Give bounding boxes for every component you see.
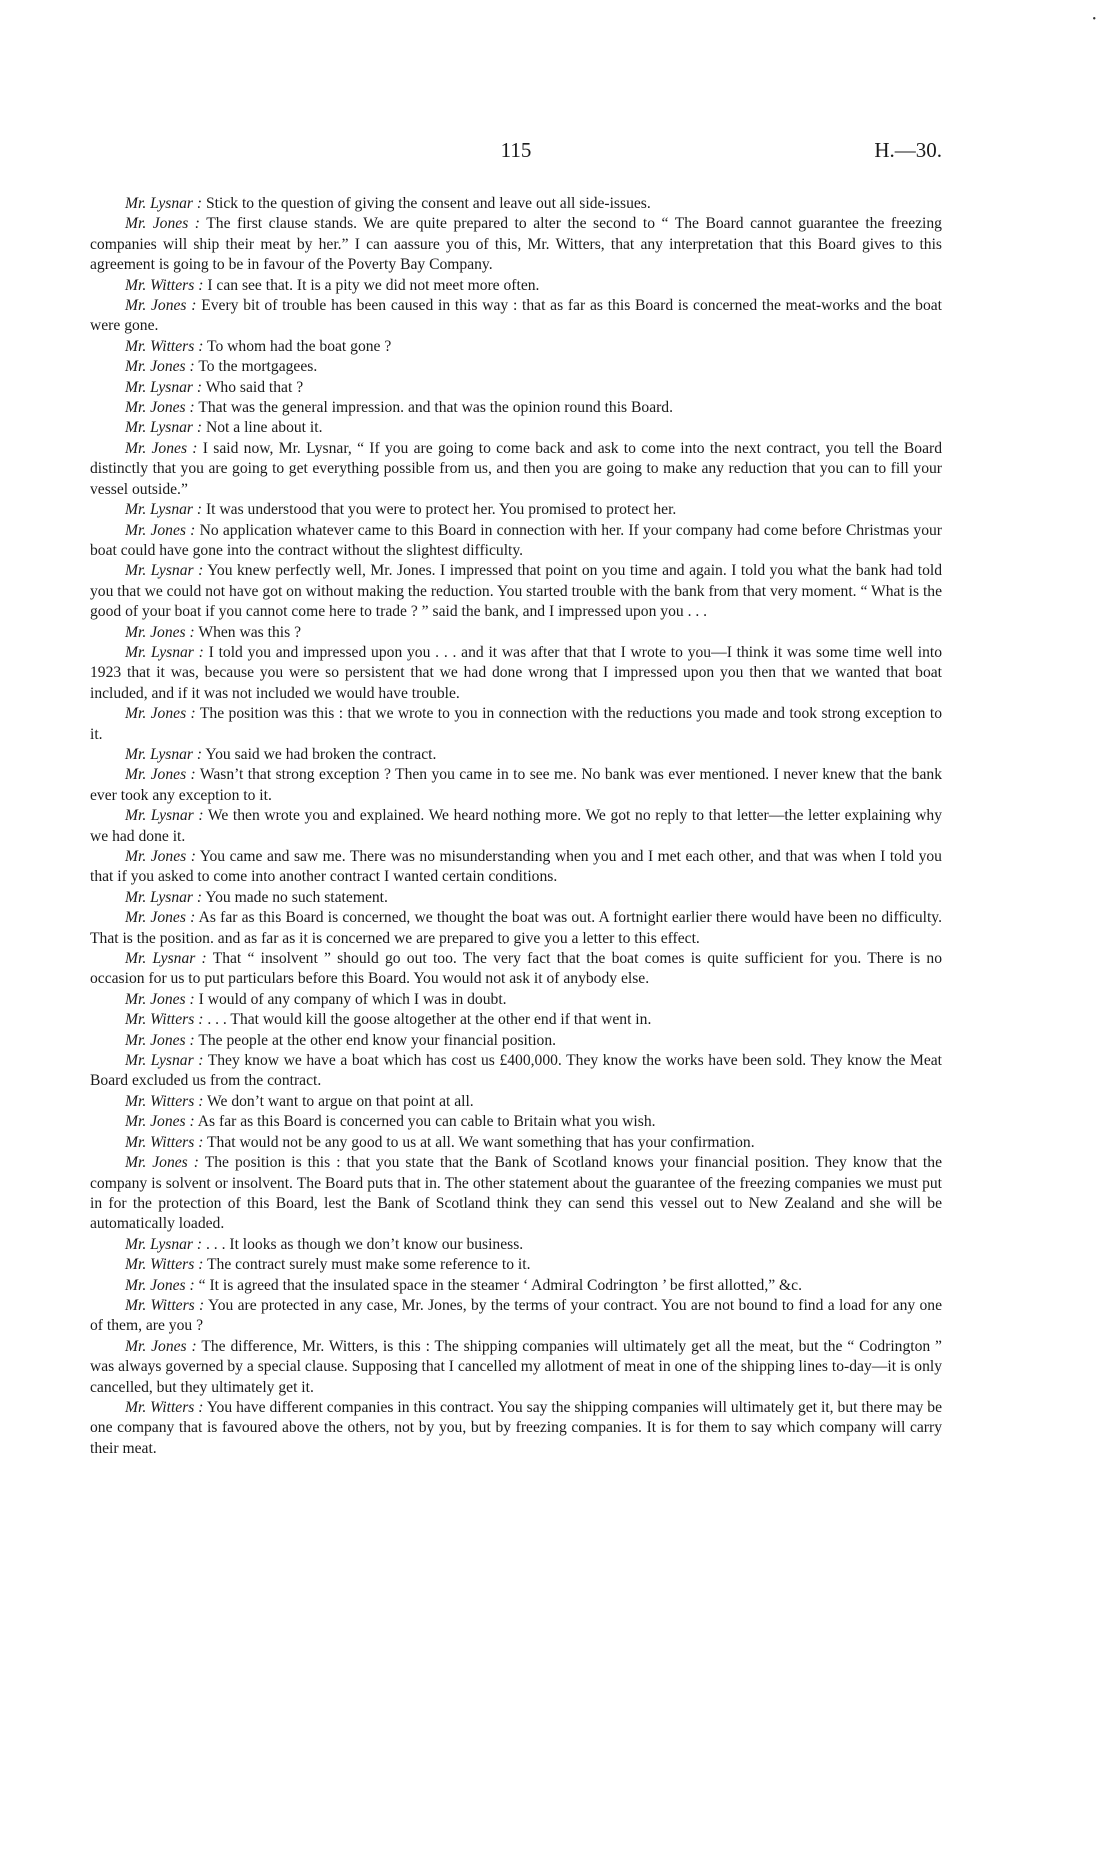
transcript-paragraph <box>90 704 942 745</box>
transcript-paragraph <box>90 214 942 275</box>
speech-text: The people at the other end know your financial position. <box>198 1031 557 1049</box>
document-reference: H.—30. <box>874 138 942 162</box>
speech-text: That was the general impression. and that was the opinion round this Board. <box>198 399 674 417</box>
transcript-paragraph <box>90 806 942 847</box>
speaker-name: Mr. Lysnar : <box>125 1052 204 1070</box>
speaker-name: Mr. Witters : <box>125 1256 204 1274</box>
speech-text: The position was this : that we wrote to you in connection with the reductions you made and took strong exception to it. <box>90 705 942 743</box>
speaker-name: Mr. Lysnar : <box>125 643 204 661</box>
transcript-paragraph <box>90 521 942 562</box>
transcript-paragraph <box>90 398 942 418</box>
speaker-name: Mr. Jones : <box>125 623 195 641</box>
speech-text: They know we have a boat which has cost us £400,000. They know the works have been sold. They know the Meat Board excluded us from the contract. <box>90 1052 942 1090</box>
speech-text: Who said that ? <box>205 378 304 396</box>
transcript-paragraph <box>90 276 942 296</box>
transcript-paragraph <box>90 1092 942 1112</box>
speech-text: . . . That would kill the goose altogether at the other end if that went in. <box>207 1011 652 1029</box>
transcript-paragraph <box>90 949 942 990</box>
speech-text: The contract surely must make some reference to it. <box>207 1256 531 1274</box>
speaker-name: Mr. Lysnar : <box>125 501 203 519</box>
speech-text: No application whatever came to this Board in connection with her. If your company had come before Christmas your boat could have gone into the contract without the slightest difficulty. <box>90 521 942 559</box>
speaker-name: Mr. Lysnar : <box>125 745 203 763</box>
transcript-paragraph <box>90 1337 942 1398</box>
transcript-paragraph <box>90 1051 942 1092</box>
speech-text: I told you and impressed upon you . . . and it was after that that I wrote to you—I think it was some time well into 1923 that it was, because you were so persistent that we had done wrong that I impressed upon you then that we wanted that boat included, and if it was not included we would have trouble. <box>90 643 942 702</box>
speaker-name: Mr. Witters : <box>125 276 204 294</box>
speaker-name: Mr. Witters : <box>125 1398 204 1416</box>
speaker-name: Mr. Jones : <box>125 1276 195 1294</box>
speaker-name: Mr. Jones : <box>125 1113 195 1131</box>
speaker-name: Mr. Witters : <box>125 1296 205 1314</box>
speech-text: When was this ? <box>198 623 301 641</box>
speech-text: As far as this Board is concerned you can cable to Britain what you wish. <box>197 1113 656 1131</box>
speech-text: Stick to the question of giving the consent and leave out all side-issues. <box>205 195 651 212</box>
speaker-name: Mr. Lysnar : <box>125 562 204 580</box>
transcript-paragraph <box>90 1235 942 1255</box>
transcript-paragraph <box>90 990 942 1010</box>
speech-text: You made no such statement. <box>205 888 388 906</box>
speech-text: As far as this Board is concerned, we thought the boat was out. A fortnight earlier there would have been no difficulty. That is the position. and as far as it is concerned we are prepared to give you a letter to this effect. <box>90 909 942 947</box>
transcript-paragraph <box>90 765 942 806</box>
speaker-name: Mr. Jones : <box>125 848 196 865</box>
transcript-paragraph <box>90 357 942 377</box>
transcript-paragraph <box>90 418 942 438</box>
speech-text: To whom had the boat gone ? <box>207 337 392 355</box>
speech-text: I said now, Mr. Lysnar, “ If you are going to come back and ask to come into the next contract, you tell the Board distinctly that you are going to get everything possible from us, and then you are going to make any reduction that you can to fill your vessel outside.” <box>90 439 942 498</box>
speaker-name: Mr. Jones : <box>125 297 197 315</box>
speaker-name: Mr. Lysnar : <box>125 807 204 825</box>
transcript-paragraph <box>90 908 942 949</box>
document-page <box>90 0 942 1459</box>
speech-text: We don’t want to argue on that point at all. <box>207 1092 474 1110</box>
transcript-paragraph <box>90 1010 942 1030</box>
speech-text: The difference, Mr. Witters, is this : The shipping companies will ultimately get all the meat, but the “ Codrington ” was always governed by a special clause. Supposing that I cancelled my allotment of meat in one of the shipping lines to-day—it is only cancelled, but they ultimately get it. <box>90 1337 942 1396</box>
speaker-name: Mr. Lysnar : <box>125 419 203 437</box>
speech-text: To the mortgagees. <box>198 358 318 376</box>
page-header <box>90 138 942 198</box>
speaker-name: Mr. Jones : <box>125 215 200 233</box>
speaker-name: Mr. Jones : <box>125 1337 197 1355</box>
speaker-name: Mr. Jones : <box>125 1154 199 1172</box>
speaker-name: Mr. Jones : <box>125 990 195 1008</box>
transcript-paragraph <box>90 378 942 398</box>
speech-text: You came and saw me. There was no misunderstanding when you and I met each other, and that was when I told you that if you asked to come into another contract I wanted certain conditions. <box>90 848 942 886</box>
page-number: 115 <box>500 138 532 162</box>
speech-text: We then wrote you and explained. We heard nothing more. We got no reply to that letter—the letter explaining why we had done it. <box>90 807 942 845</box>
transcript-paragraph <box>90 1276 942 1296</box>
transcript-paragraph <box>90 439 942 500</box>
speaker-name: Mr. Witters : <box>125 1133 204 1151</box>
speaker-name: Mr. Jones : <box>125 766 196 784</box>
speech-text: I can see that. It is a pity we did not meet more often. <box>207 276 540 294</box>
transcript-paragraph <box>90 1398 942 1459</box>
speech-text: It was understood that you were to protect her. You promised to protect her. <box>205 501 677 519</box>
transcript-paragraph <box>90 1133 942 1153</box>
speech-text: “ It is agreed that the insulated space in the steamer ‘ Admiral Codrington ’ be first allotted,” &c. <box>198 1276 802 1294</box>
transcript-paragraph <box>90 643 942 704</box>
speech-text: The first clause stands. We are quite prepared to alter the second to “ The Board cannot guarantee the freezing companies will ship their meat by her.” I can aassure you of this, Mr. Witters, that any interpretation that this Board gives to this agreement is going to be in favour of the Poverty Bay Company. <box>90 215 942 274</box>
speech-text: Every bit of trouble has been caused in this way : that as far as this Board is concerned the meat-works and the boat were gone. <box>90 297 942 335</box>
speaker-name: Mr. Witters : <box>125 337 204 355</box>
speech-text: That would not be any good to us at all. We want something that has your confirmation. <box>207 1133 755 1151</box>
speech-text: . . . It looks as though we don’t know our business. <box>205 1235 524 1253</box>
transcript-paragraph <box>90 1031 942 1051</box>
speaker-name: Mr. Lysnar : <box>125 195 203 212</box>
corner-mark: • <box>1092 14 1096 25</box>
transcript-paragraph <box>90 337 942 357</box>
speaker-name: Mr. Lysnar : <box>125 888 203 906</box>
speaker-name: Mr. Jones : <box>125 521 196 539</box>
speaker-name: Mr. Jones : <box>125 1031 195 1049</box>
speech-text: I would of any company of which I was in doubt. <box>198 990 507 1008</box>
speaker-name: Mr. Lysnar : <box>125 950 207 968</box>
transcript-paragraph <box>90 296 942 337</box>
transcript-paragraph <box>90 561 942 622</box>
speech-text: Not a line about it. <box>205 419 323 437</box>
transcript-paragraph <box>90 500 942 520</box>
transcript-paragraph <box>90 1153 942 1235</box>
speaker-name: Mr. Witters : <box>125 1011 204 1029</box>
speaker-name: Mr. Jones : <box>125 358 195 376</box>
speaker-name: Mr. Jones : <box>125 909 196 927</box>
transcript-paragraph <box>90 847 942 888</box>
transcript-paragraph <box>90 888 942 908</box>
transcript-paragraph <box>90 1255 942 1275</box>
speaker-name: Mr. Jones : <box>125 705 196 723</box>
transcript-paragraph <box>90 1112 942 1132</box>
speaker-name: Mr. Witters : <box>125 1092 204 1110</box>
speech-text: You said we had broken the contract. <box>205 745 437 763</box>
speech-text: The position is this : that you state that the Bank of Scotland knows your financial position. They know that the company is solvent or insolvent. The Board puts that in. The other statement about the guarantee of the freezing companies we must put in for the protection of this Board, lest the Bank of Scotland think they can send this vessel out to New Zealand and she will be automatically loaded. <box>90 1154 942 1233</box>
speech-text: That “ insolvent ” should go out too. The very fact that the boat comes is quite sufficient for you. There is no occasion for us to put particulars before this Board. You would not ask it of anybody else. <box>90 950 942 988</box>
speech-text: You have different companies in this contract. You say the shipping companies will ultimately get it, but there may be one company that is favoured above the others, not by you, but by freezing companies. It is for them to say which company will carry their meat. <box>90 1398 942 1457</box>
speaker-name: Mr. Jones : <box>125 399 195 417</box>
transcript-paragraph <box>90 623 942 643</box>
transcript-paragraph <box>90 745 942 765</box>
speech-text: You knew perfectly well, Mr. Jones. I impressed that point on you time and again. I told you what the bank had told you that we could not have got on without making the reduction. You started trouble with the bank from that very moment. “ What is the good of your boat if you cannot come here to trade ? ” said the bank, and I impressed upon you . . . <box>90 562 943 621</box>
speaker-name: Mr. Jones : <box>125 439 198 457</box>
transcript-body <box>90 194 942 1459</box>
speech-text: You are protected in any case, Mr. Jones, by the terms of your contract. You are not bound to find a load for any one of them, are you ? <box>90 1296 943 1335</box>
speech-text: Wasn’t that strong exception ? Then you came in to see me. No bank was ever mentioned. I never knew that the bank ever took any exception to it. <box>90 766 942 804</box>
speaker-name: Mr. Lysnar : <box>125 1235 203 1253</box>
transcript-paragraph <box>90 1296 942 1337</box>
speaker-name: Mr. Lysnar : <box>125 378 203 396</box>
